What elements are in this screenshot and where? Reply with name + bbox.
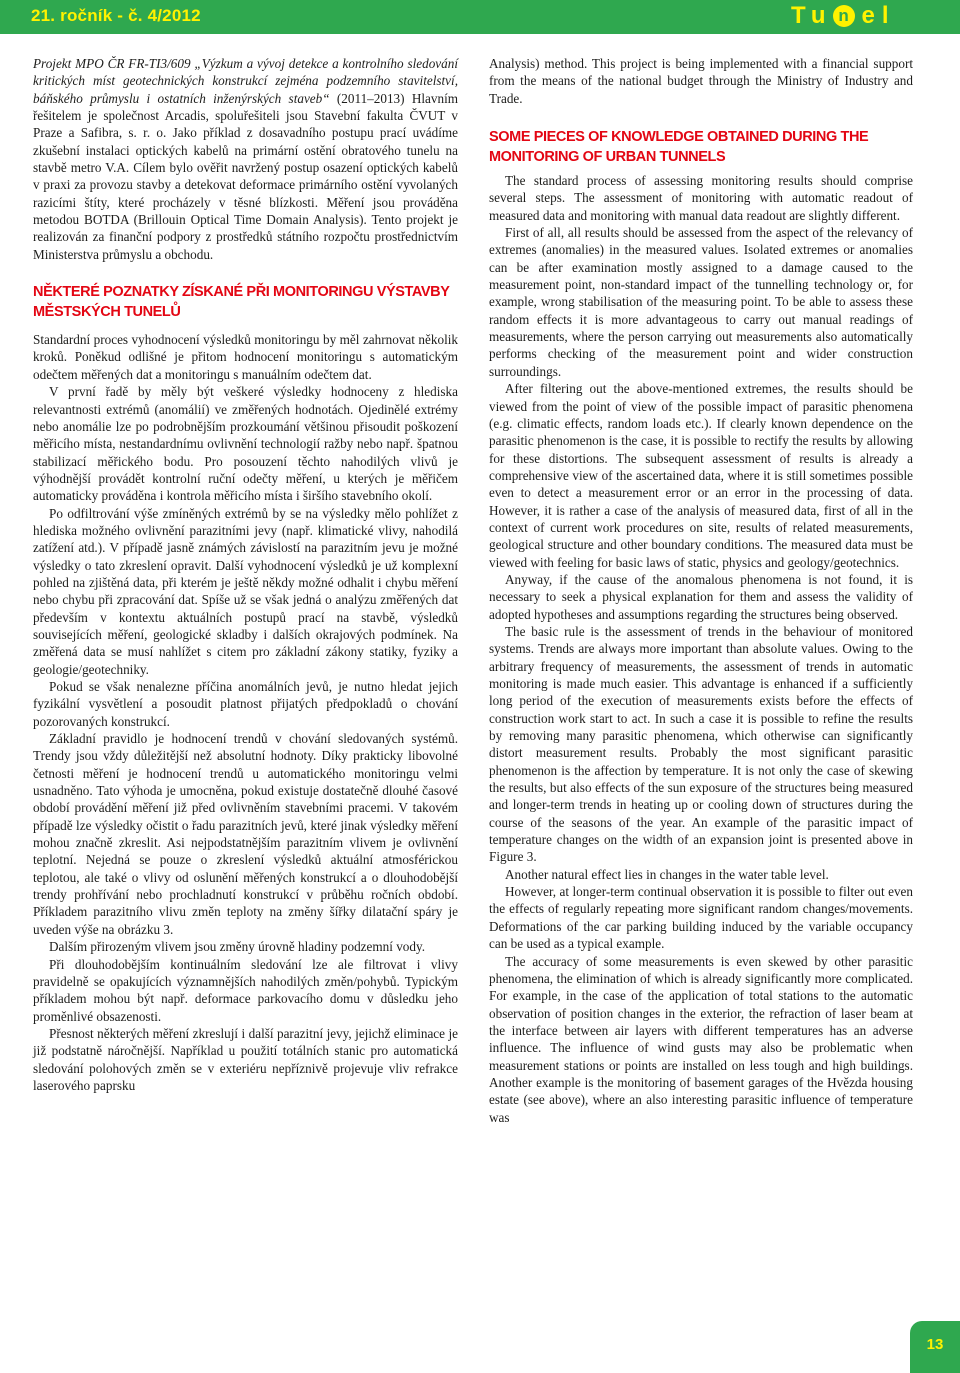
english-intro: Analysis) method. This project is being implemented with a financial support from the means of the national budget through the Ministry of Industry and Trade.: [489, 56, 913, 106]
czech-paragraph: Po odfiltrování výše zmíněných extrémů by se na výsledky mělo pohlížet z hlediska možného ovlivnění parazitními jevy (např. klimatické vlivy, nahodilá zatížení atd.). V případě jasně známých závislostí na parazitním jevu je možné výsledky o tato zkreslení opravit. Další vyhodnocení výsledků je už komplexní pohled na zjištěná data, při kterém je ještě někdy možné odhalit i chybu měření nebo chybu při zpracování dat. Spíše už se však jedná o analýzu změřených dat především v kontextu aktuálních postupů prací na stavbě, výsledků souvisejících měření, geologické skladby i dalších okrajových podmínek. Na změřená data se musí nahlížet s citem pro základní zákony statiky, fyziky a geologie/geotechniky.: [33, 505, 458, 677]
page-number-tab: [910, 1321, 960, 1373]
logo-text-end: el: [861, 2, 896, 29]
english-paragraph: However, at longer-term continual observation it is possible to filter out even the effects of regularly repeating more significant random changes/movements. Deformations of the car parking building induced by the variable occupancy can be used as a typical example.: [489, 884, 913, 952]
czech-paragraph: Při dlouhodobějším kontinuálním sledování lze ale filtrovat i vlivy pravidelně se opakujících významnějších nahodilých změn/pohybů. Typickým příkladem mohou být např. deformace parkovacího domu v důsledku jeho proměnlivé obsazenosti.: [33, 956, 458, 1024]
page-number: 13: [926, 1336, 944, 1353]
english-paragraph: The accuracy of some measurements is even skewed by other parasitic phenomena, the elimination of which is already significantly more complicated. For example, in the case of the application of total stations to the automatic observation of position changes in the exterior, the refraction of laser beam at the interface between air layers with different temperatures has an adverse influence. The influence of wind gusts may also be problematic when measurement stations or points are installed on less tough and high buildings. Another example is the monitoring of basement garages of the Hvězda housing estate (see above), where an also interesting parasitic influence of temperature was: [489, 953, 913, 1125]
english-paragraph: Anyway, if the cause of the anomalous phenomena is not found, it is necessary to seek a physical explanation for them and assess the validity of adopted hypotheses and assumptions regarding the structures being observed.: [489, 571, 913, 622]
czech-paragraph: Základní pravidlo je hodnocení trendů v chování sledovaných systémů. Trendy jsou vždy důležitější než absolutní hodnoty. Díky prakticky libovolné četnosti měření je hodnocení trendů u automatického monitoringu velmi usnadněno. Tato výhoda je umocněna, pokud existuje dostatečně dlouhé časové období provádění měření již před ovlivněním stavebními pracemi. V takovém případě lze výsledky očistit o řadu parazitních jevů, které jinak výsledky měření mohou značně zkreslit. Asi nejpodstatnějším parazitním vlivem je ovlivnění teplotní. Nejedná se pouze o zkreslení výsledků aktuální atmosférickou teplotou, ale také o vlivy od oslunění měřených konstrukcí a o dlouhodobější trendy prohřívání nebo prochladnutí konstrukcí v průběhu ročních období. Příkladem parazitního vlivu změn teploty na změny šířky dilatační spáry je uveden výše na obrázku 3.: [33, 731, 458, 937]
issue-label: 21. ročník - č. 4/2012: [31, 6, 201, 25]
czech-paragraph: Standardní proces vyhodnocení výsledků monitoringu by měl zahrnovat několik kroků. Poněkud odlišné je přitom hodnocení monitoringu s automatickým odečtem měřených dat a monitoringu s manuálním odečtem dat.: [33, 332, 458, 382]
czech-intro: [33, 55, 458, 263]
english-column: [489, 55, 913, 1126]
logo-tunnel-icon: n: [833, 5, 855, 27]
czech-intro-italic: Projekt MPO ČR FR-TI3/609 „Výzkum a vývoj detekce a kontrolního sledování kritických míst geotechnických konstrukcí zejména podzemního stavitelství, báňského průmyslu i ostatních inženýrských staveb“: [33, 56, 458, 106]
czech-paragraph: Pokud se však nenalezne příčina anomálních jevů, je nutno hledat jejich fyzikální vysvětlení a posoudit platnost přijatých předpokladů o chování pozorovaných konstrukcí.: [33, 679, 458, 729]
english-paragraph: After filtering out the above-mentioned extremes, the results should be viewed from the point of view of the possible impact of parasitic phenomena (e.g. climatic effects, random loads etc.). If clearly known dependence on the parasitic phenomenon is the case, it is possible to rectify the results by allowing for these distortions. The subsequent assessment of results is already a comprehensive view of the ascertained data, where it is still sometimes possible even to detect a measurement error or an error in the processing of data. However, it is rather a case of the analysis of measured data, first of all in the context of current work procedures on site, results of related measurements, geological structure and other boundary conditions. The measured data must be viewed with feeling for basic laws of static, physics and geology/geotechnics.: [489, 381, 913, 570]
english-paragraph: First of all, all results should be assessed from the aspect of the relevancy of extremes (anomalies) in the measured values. Isolated extremes or anomalies can be after examination mostly assigned to a damage caused to the measurement point, non-standard impact of the tunnelling technology or, for example, wrong stabilisation of the measuring point. To be able to assess these random effects it is more advantageous to carry out manual readings of measurements, where the person carrying out measurements also automatically performs checking of the measurement point and wider construction surroundings.: [489, 225, 913, 379]
czech-section-heading: NĚKTERÉ POZNATKY ZÍSKANÉ PŘI MONITORINGU VÝSTAVBY MĚSTSKÝCH TUNELŮ: [33, 284, 450, 321]
czech-paragraph: Přesnost některých měření zkreslují i další parazitní jevy, jejichž eliminace je již podstatně náročnější. Například u použití totálních stanic pro automatická sledování polohových změn se v exteriéru nepříznivě projevuje vliv refrakce laserového paprsku: [33, 1025, 458, 1093]
czech-column: [33, 55, 458, 1094]
czech-paragraph: Dalším přirozeným vlivem jsou změny úrovně hladiny podzemní vody.: [49, 939, 426, 955]
czech-paragraph: V první řadě by měly být veškeré výsledky hodnoceny z hlediska relevantnosti extrémů (anomálií) ve změřených hodnotách. Ojedinělé extrémy nebo anomálie lze po podrobnějším prozkoumání většinou přisoudit poškození měřicího místa, nestandardnímu ovlivnění technologií ražby nebo např. špatnou stabilizací měřického bodu. Pro posouzení těchto nahodilých vlivů je výhodnější provádět kontrolní ruční odečty měření, u kterých je měřičem automaticky prováděna i kontrola měřicího místa i širšího stavebního okolí.: [33, 384, 458, 504]
czech-intro-rest: (2011–2013) Hlavním řešitelem je společnost Arcadis, spoluřešiteli jsou Stavební fakulta ČVUT v Praze a Safibra, s. r. o. Jako příklad z dosavadního postupu prací uvádíme zkušební instalaci optických kabelů na primární ostění obratového tunelu na stavbě metro V.A. Cílem bylo ověřit navržený postup osazení optických kabelů v praxi za provozu stavby a detekovat deformace primárního ostění vyvolaných razicími štíty, které procházely v těsné blízkosti. Měření jsou prováděna metodou BOTDA (Brillouin Optical Time Domain Analysis). Tento projekt je realizován za finanční podpory z prostředků státního rozpočtu prostřednictvím Ministerstva průmyslu a obchodu.: [33, 90, 458, 262]
tunel-logo: [791, 3, 896, 29]
english-paragraph: Another natural effect lies in changes in the water table level.: [505, 866, 829, 882]
english-paragraph: The basic rule is the assessment of trends in the behaviour of monitored systems. Trends are always more important than absolute values. Owing to the arbitrary frequency of measurements, the assessment of trends in automatic monitoring is made much easier. This advantage is enhanced if a sufficiently long period of the execution of measurements exists before the effects of construction work start to act. In such a case it is possible to refine the results by removing many parasitic phenomena, which otherwise can significantly distort measurement results. Probably the most significant parasitic phenomenon is the affection by temperature. It is not only the case of skewing the results, but also effects of the sun exposure of the structures being measured and longer-term trends in heating up or cooling down of structures during the course of the seasons of the year. An example of the parasitic impact of temperature changes on the width of an expansion joint is presented above in Figure 3.: [489, 623, 913, 865]
english-paragraph: The standard process of assessing monitoring results should comprise several steps. The assessment of monitoring with automatic readout of measured data and monitoring with manual data readout are slightly different.: [489, 173, 913, 223]
header-band: [0, 0, 960, 34]
logo-text-start: Tu: [791, 2, 833, 29]
english-section-heading: SOME PIECES OF KNOWLEDGE OBTAINED DURING THE MONITORING OF URBAN TUNNELS: [489, 129, 869, 166]
